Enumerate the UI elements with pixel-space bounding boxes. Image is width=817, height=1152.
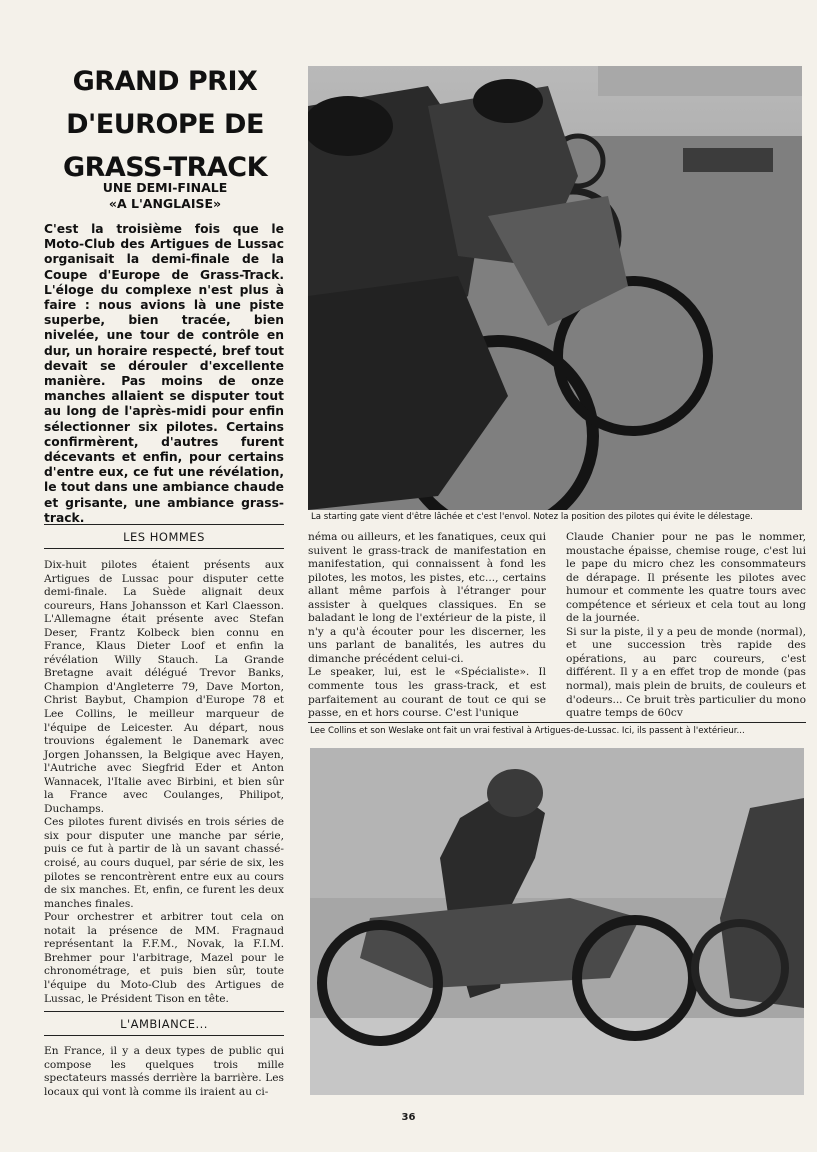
title-line: GRASS-TRACK — [62, 152, 268, 183]
paragraph: Pour orchestrer et arbitrer tout cela on notait la présence de MM. Fragnaud représentant la F.F.M., Novak, la F.I.M. Brehmer pour l'arbitrage, Mazel pour le chronométrage, et puis bien sûr, toute l'équipe du Moto-Club des Artigues de Lussac, le Président Tison en tête. — [44, 911, 284, 1005]
caption-bottom-photo: Lee Collins et son Weslake ont fait un vrai festival à Artigues-de-Lussac. Ici, ils passent à l'extérieur... — [310, 726, 745, 736]
starting-gate-image — [308, 66, 802, 510]
paragraph: Le speaker, lui, est le «Spécialiste». Il commente tous les grass-track, et est parfaitement au courant de tout ce qui se passe, en et hors course. C'est l'unique — [308, 666, 546, 720]
subtitle-line: UNE DEMI-FINALE — [102, 180, 228, 195]
section-heading-text: LES HOMMES — [123, 530, 205, 544]
paragraph: Claude Chanier pour ne pas le nommer, moustache épaisse, chemise rouge, c'est lui le pape du micro chez les consommateurs de dérapage. Il présente les pilotes avec humour et commente les quatre tours avec compétence et sérieux et cela tout au long de la journée. — [566, 531, 806, 625]
photo-starting-gate — [308, 66, 802, 510]
page-number: 36 — [401, 1112, 416, 1123]
title-line: GRAND PRIX — [72, 66, 258, 97]
paragraph: En France, il y a deux types de public qui compose les quelques trois mille spectateurs massés derrière la barrière. Les locaux qui vont là comme ils iraient au ci- — [44, 1045, 284, 1098]
section-heading-ambiance — [44, 1011, 284, 1036]
section-heading-hommes — [44, 524, 284, 549]
article-intro: C'est la troisième fois que le Moto-Club des Artigues de Lussac organisait la demi-finale de la Coupe d'Europe de Grass-Track. L'éloge du complexe n'est plus à faire : nous avions là une piste superbe, bien tracée, bien nivelée, une tour de contrôle en dur, un horaire respecté, bref tout devait se dérouler d'excellente manière. Pas moins de onze manches allaient se disputer tout au long de l'après-midi pour enfin sélectionner six pilotes. Certains confirmèrent, d'autres furent décevants et enfin, pour certains d'entre eux, ce fut une révélation, le tout dans une ambiance chaude et grisante, une ambiance grass-track. — [44, 222, 284, 525]
divider — [308, 722, 806, 723]
column-middle — [308, 531, 546, 721]
column-left-hommes — [44, 559, 284, 1006]
column-left-ambiance — [44, 1045, 284, 1099]
section-heading-text: L'AMBIANCE... — [120, 1017, 208, 1031]
subtitle-line: «A L'ANGLAISE» — [108, 196, 222, 211]
article-subtitle — [40, 180, 290, 212]
column-right — [566, 531, 806, 721]
photo-lee-collins — [310, 748, 804, 1095]
paragraph: Ces pilotes furent divisés en trois séries de six pour disputer une manche par série, puis ce fut à partir de là un savant chassé-croisé, au cours duquel, par série de six, les pilotes se rencontrèrent entre eux au cours de six manches. Et, enfin, ce furent les deux manches finales. — [44, 816, 284, 910]
article-title — [40, 60, 290, 189]
lee-collins-image — [310, 748, 804, 1095]
caption-top-photo: La starting gate vient d'être lâchée et c'est l'envol. Notez la position des pilotes qui évite le délestage. — [311, 512, 753, 522]
paragraph: néma ou ailleurs, et les fanatiques, ceux qui suivent le grass-track de manifestation en manifestation, qui connaissent à fond les pilotes, les motos, les pistes, etc..., certains allant même parfois à l'étranger pour assister à quelques classiques. En se baladant le long de l'extérieur de la piste, il n'y a qu'à écouter pour les discerner, les uns parlant de banalités, les autres du dimanche précédent celui-ci. — [308, 531, 546, 665]
paragraph: Dix-huit pilotes étaient présents aux Artigues de Lussac pour disputer cette demi-finale. La Suède alignait deux coureurs, Hans Johansson et Karl Claesson. L'Allemagne était présente avec Stefan Deser, Frantz Kolbeck bien connu en France, Klaus Dieter Loof et enfin la révélation Willy Stauch. La Grande Bretagne avait délégué Trevor Banks, Champion d'Angleterre 79, Dave Morton, Christ Baybut, Champion d'Europe 78 et Lee Collins, le meilleur marqueur de l'équipe de Leicester. Au départ, nous trouvions également le Danemark avec Jorgen Johanssen, la Belgique avec Hayen, l'Autriche avec Siegfrid Eder et Anton Wannacek, l'Italie avec Birbini, et bien sûr la France avec Coulanges, Philipot, Duchamps. — [44, 559, 284, 815]
paragraph: Si sur la piste, il y a peu de monde (normal), et une succession très rapide des opérations, au parc coureurs, c'est différent. Il y a en effet trop de monde (pas normal), mais plein de bruits, de couleurs et d'odeurs... Ce bruit très particulier du mono quatre temps de 60cv — [566, 625, 806, 720]
title-line: D'EUROPE DE — [66, 109, 264, 140]
